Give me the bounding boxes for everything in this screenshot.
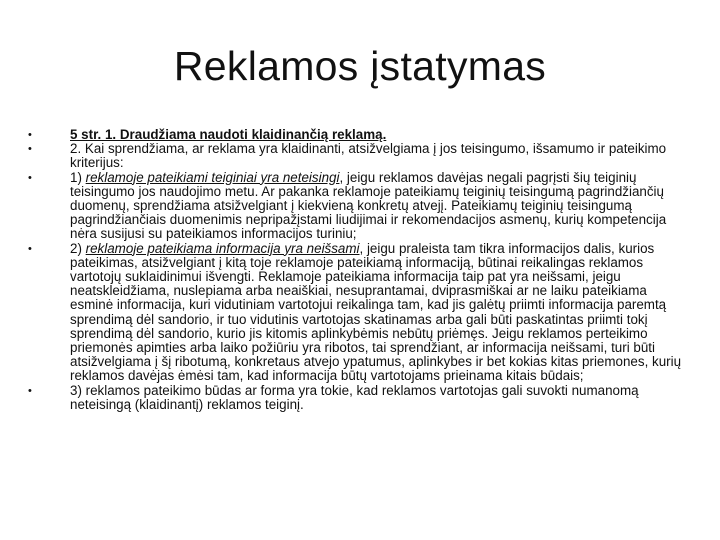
bullet-text bbox=[70, 170, 666, 242]
bullet-text: 5 str. 1. Draudžiama naudoti klaidinančią reklamą. bbox=[70, 127, 387, 142]
list-item bbox=[28, 128, 688, 142]
bullet-dot-icon: • bbox=[28, 129, 32, 141]
bullet-text: 2. Kai sprendžiama, ar reklama yra klaidinanti, atsižvelgiama į jos teisingumo, išsamumo ir pateikimo kriterijus: bbox=[70, 141, 667, 171]
bullet-dot-icon: • bbox=[28, 384, 32, 397]
bullet-text: 3) reklamos pateikimo būdas ar forma yra tokie, kad reklamos vartotojas gali suvokti numanomą neteisingą (klaidinantį) reklamos teiginį. bbox=[70, 382, 639, 412]
bullet-dot-icon: • bbox=[28, 242, 32, 255]
slide-title: Reklamos įstatymas bbox=[173, 43, 547, 89]
bullet-text bbox=[70, 241, 681, 384]
bullet-dot-icon: • bbox=[28, 143, 32, 156]
bullet-lead: 1) bbox=[70, 169, 86, 185]
underlined-phrase: reklamoje pateikiama informacija yra neišsami bbox=[85, 240, 360, 256]
bullet-rest: , jeigu reklamos davėjas negali pagrįsti šių teiginių teisingumo jos naudojimo metu. Ar pakanka reklamoje pateikiamų teiginių teisingumą pagrindžiančių duomenų, sprendžiama atsižvelgiant į kiekvieną konkretų atvejį. Pateikiamų teiginių teisingumą pagrindžiančiais duomenimis nepripažįstami liudijimai ir rekomendacijos asmenų, kurių kompetencija nėra susijusi su pateikiamos informacijos turiniu; bbox=[70, 169, 667, 242]
bullet-lead: 2) bbox=[70, 240, 86, 256]
underlined-phrase: reklamoje pateikiami teiginiai yra neteisingi bbox=[85, 169, 340, 185]
bullet-list bbox=[28, 128, 688, 412]
list-item bbox=[28, 242, 688, 384]
list-item bbox=[28, 384, 688, 412]
bullet-dot-icon: • bbox=[28, 171, 32, 184]
bullet-rest: , jeigu praleista tam tikra informacijos dalis, kurios pateikimas, atsižvelgiant į kitą toje reklamoje pateikiamą informaciją, būtinai reikalingas reklamos vartotojų suklaidinimui išvengti. Reklamoje pateikiama informacija taip pat yra neišsami, jeigu neatskleidžiama, nuslepiama arba neaiškiai, nesuprantamai, dviprasmiškai ar ne laiku pateikiama esminė informacija, kuri vidutiniam vartotojui reikalinga tam, kad jis galėtų priimti informacija paremtą sprendimą dėl sandorio, ir tuo vidutinis vartotojas skatinamas arba gali būti paskatintas priimti tokį sprendimą dėl sandorio, kurio jis kitomis aplinkybėmis nebūtų priėmęs. Jeigu reklamos perteikimo priemonės apimties arba laiko požiūriu yra ribotos, tai sprendžiant, ar informacija neišsami, turi būti atsižvelgiama į šį ribotumą, konkretaus atvejo ypatumus, aplinkybes ir bet kokias kitas priemones, kurių reklamos davėjas ėmėsi tam, kad informacija būtų vartotojams prieinama kitais būdais; bbox=[70, 240, 682, 384]
list-item bbox=[28, 171, 688, 242]
list-item bbox=[28, 142, 688, 170]
